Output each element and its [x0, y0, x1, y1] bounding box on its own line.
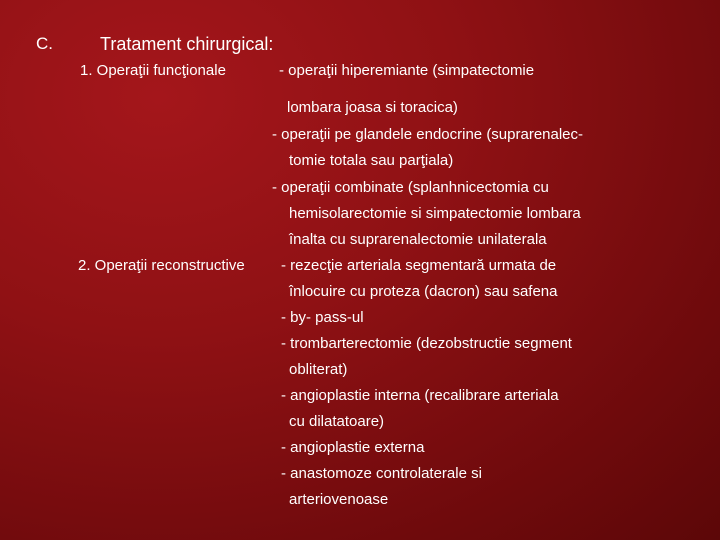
list-item: - angioplastie externa — [281, 439, 425, 456]
list-item: înlocuire cu proteza (dacron) sau safena — [289, 283, 558, 300]
list-item: - anastomoze controlaterale si — [281, 465, 482, 482]
list-item: - trombarterectomie (dezobstructie segment — [281, 335, 572, 352]
list-item: - rezecţie arteriala segmentară urmata de — [281, 257, 557, 274]
list-item: cu dilatatoare) — [289, 413, 385, 430]
list-item: înalta cu suprarenalectomie unilaterala — [289, 231, 547, 248]
list-item: lombara joasa si toracica) — [287, 99, 458, 116]
section-letter: C. — [36, 34, 53, 53]
section-title: Tratament chirurgical: — [100, 34, 274, 54]
list-item: hemisolarectomie si simpatectomie lombara — [289, 205, 581, 222]
item-label-functional: 1. Operaţii funcţionale — [80, 62, 226, 79]
list-item: - by- pass-ul — [281, 309, 364, 326]
list-item: - operaţii pe glandele endocrine (suprarenalec- — [272, 126, 584, 143]
list-item: - angioplastie interna (recalibrare arteriala — [281, 387, 559, 404]
list-item: - operaţii hiperemiante (simpatectomie — [279, 62, 535, 79]
list-item: - operaţii combinate (splanhnicectomia cu — [272, 179, 549, 196]
list-item: obliterat) — [289, 361, 348, 378]
list-item: tomie totala sau parţiala) — [289, 152, 454, 169]
item-label-reconstructive: 2. Operaţii reconstructive — [78, 257, 245, 274]
list-item: arteriovenoase — [289, 491, 389, 508]
